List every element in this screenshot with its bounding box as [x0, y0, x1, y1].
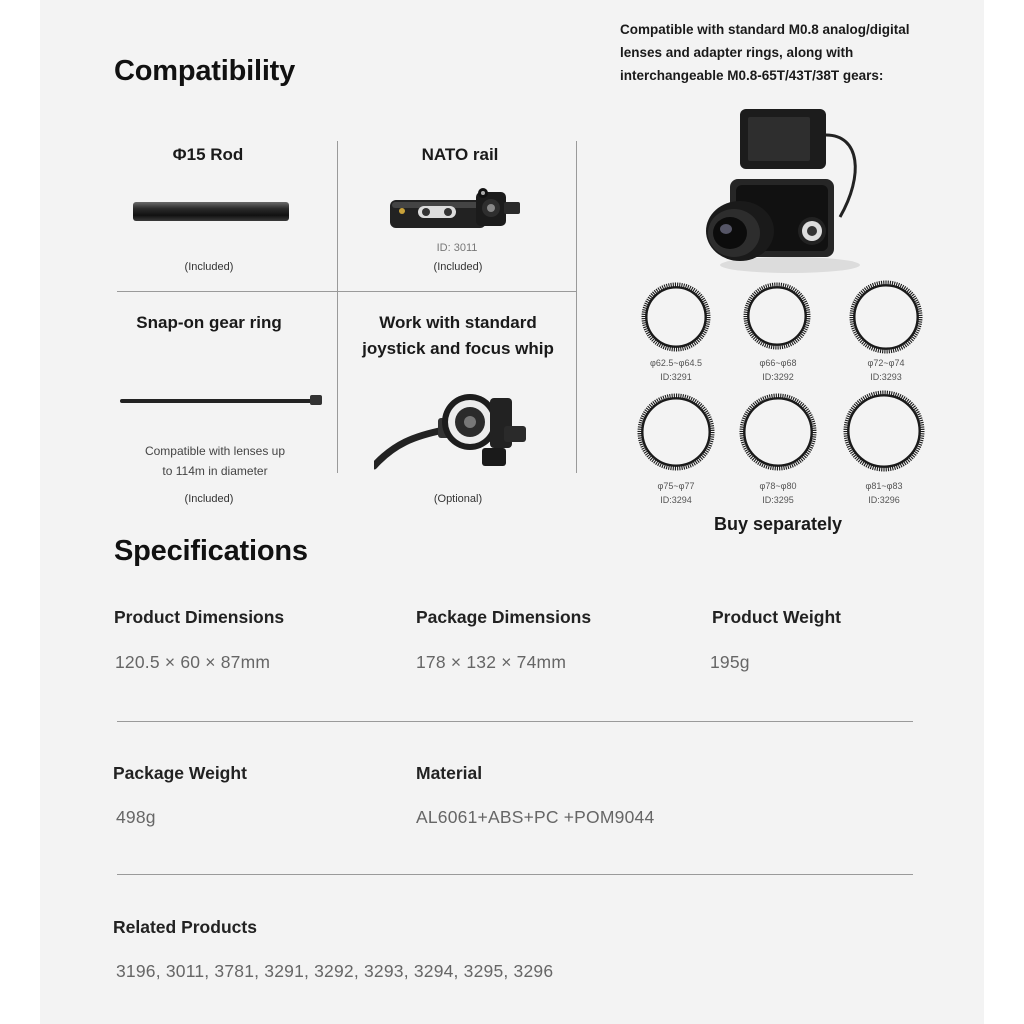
- title-line: joystick and focus whip: [362, 339, 554, 358]
- spec-value-material: AL6061+ABS+PC +POM9044: [416, 807, 655, 827]
- spec-value-package-dimensions: 178 × 132 × 74mm: [416, 652, 567, 672]
- note-line: Compatible with standard M0.8 analog/digital: [620, 22, 910, 37]
- nato-rail-title: NATO rail: [421, 145, 499, 164]
- gear-ring-icon: [742, 281, 812, 351]
- gear-size: φ78~φ80: [759, 481, 797, 491]
- gear-size: φ75~φ77: [657, 481, 695, 491]
- grid-divider-horizontal: [117, 291, 577, 292]
- buy-separately-label: Buy separately: [713, 514, 843, 534]
- specifications-title: Specifications: [114, 535, 308, 567]
- gear-ring-status: (Included): [184, 493, 234, 505]
- gear-caption: [626, 356, 726, 384]
- gear-id: ID:3296: [868, 495, 900, 505]
- gear-ring-icon: [738, 392, 818, 472]
- gear-caption: [728, 356, 828, 384]
- gear-ring-icon: [640, 281, 712, 353]
- nato-rail-id: ID: 3011: [436, 242, 478, 254]
- spec-label-related-products: Related Products: [113, 917, 257, 937]
- gear-ring-icon: [848, 279, 924, 355]
- gear-caption: [728, 479, 828, 507]
- rod-status: (Included): [184, 261, 234, 273]
- camera-rig-image: [700, 105, 876, 277]
- gear-ring-description: [117, 441, 313, 481]
- spec-value-product-dimensions: 120.5 × 60 × 87mm: [115, 652, 271, 672]
- spec-divider: [117, 721, 913, 722]
- gear-size: φ62.5~φ64.5: [650, 358, 702, 368]
- focus-whip-title: [338, 310, 578, 362]
- gear-size: φ72~φ74: [867, 358, 905, 368]
- gear-caption: [834, 479, 934, 507]
- gear-caption: [626, 479, 726, 507]
- title-line: Work with standard: [379, 313, 537, 332]
- focus-whip-status: (Optional): [433, 493, 483, 505]
- gear-id: ID:3294: [660, 495, 692, 505]
- spec-value-product-weight: 195g: [710, 652, 750, 672]
- spec-divider: [117, 874, 913, 875]
- gear-size: φ66~φ68: [759, 358, 797, 368]
- description-line: to 114m in diameter: [162, 464, 268, 478]
- spec-label-product-dimensions: Product Dimensions: [114, 607, 285, 627]
- rod-title: Φ15 Rod: [172, 145, 244, 164]
- spec-label-package-dimensions: Package Dimensions: [416, 607, 592, 627]
- nato-rail-image: [388, 186, 524, 232]
- gear-ring-icon: [842, 389, 926, 473]
- nato-rail-status: (Included): [433, 261, 483, 273]
- spec-value-related-products: 3196, 3011, 3781, 3291, 3292, 3293, 3294, 3295, 3296: [116, 961, 554, 981]
- gear-id: ID:3295: [762, 495, 794, 505]
- gear-size: φ81~φ83: [865, 481, 903, 491]
- spec-label-product-weight: Product Weight: [712, 607, 841, 627]
- note-line: lenses and adapter rings, along with: [620, 45, 854, 60]
- gear-ring-title: Snap-on gear ring: [136, 313, 282, 332]
- compatibility-note: [620, 18, 940, 87]
- compatibility-title: Compatibility: [114, 55, 296, 87]
- spec-label-package-weight: Package Weight: [113, 763, 247, 783]
- grid-divider-vertical: [337, 141, 338, 473]
- gear-ring-strip-image: [118, 393, 324, 407]
- spec-label-material: Material: [416, 763, 483, 783]
- gear-caption: [836, 356, 936, 384]
- gear-id: ID:3292: [762, 372, 794, 382]
- gear-id: ID:3291: [660, 372, 692, 382]
- gear-ring-icon: [636, 392, 716, 472]
- rod-image: [132, 200, 290, 224]
- note-line: interchangeable M0.8-65T/43T/38T gears:: [620, 68, 884, 83]
- description-line: Compatible with lenses up: [144, 444, 286, 458]
- grid-divider-vertical: [576, 141, 577, 473]
- gear-id: ID:3293: [870, 372, 902, 382]
- spec-value-package-weight: 498g: [116, 807, 156, 827]
- focus-whip-image: [374, 378, 530, 470]
